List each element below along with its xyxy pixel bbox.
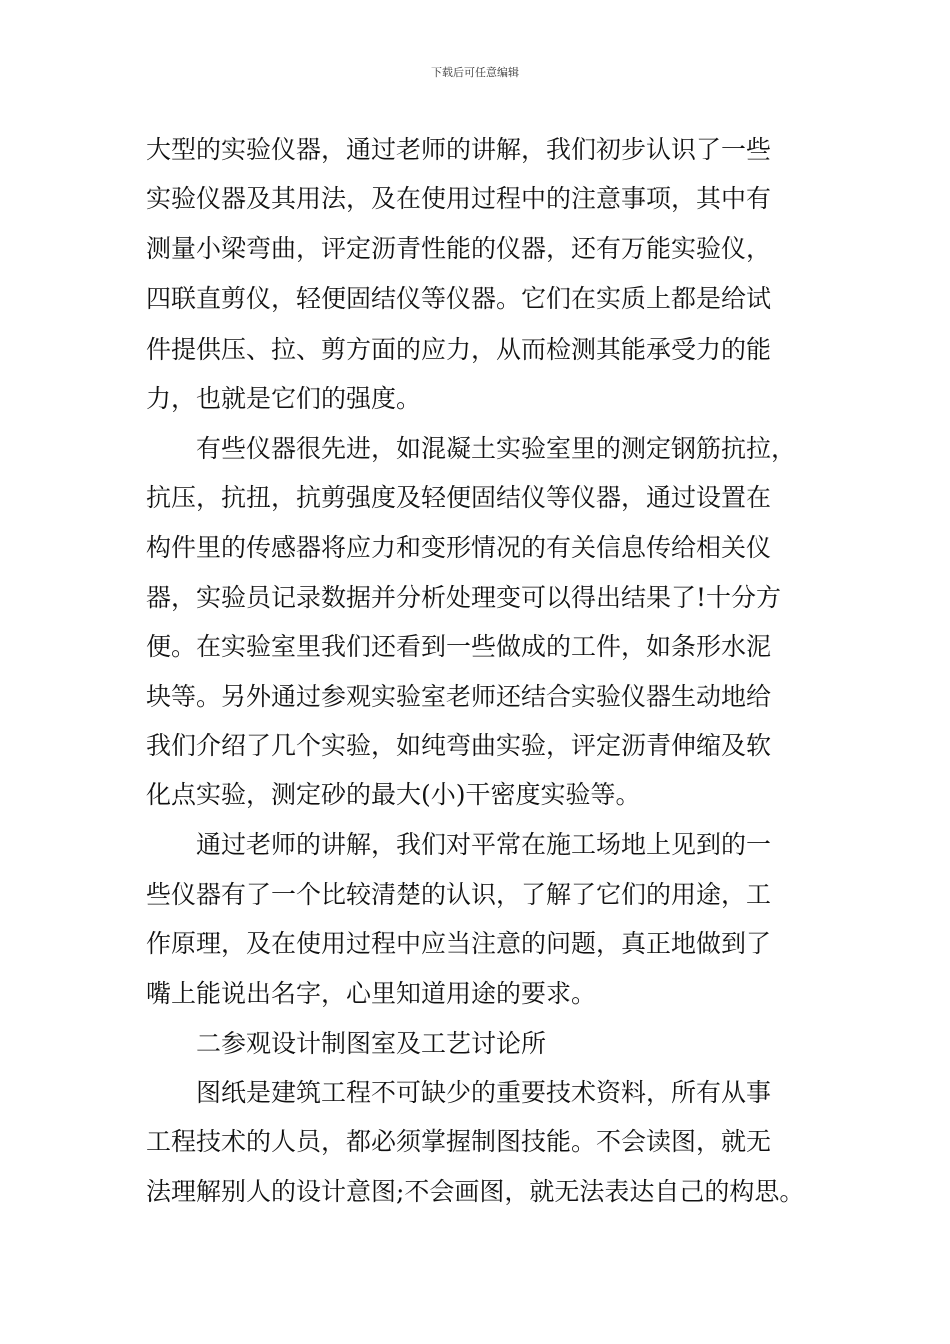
- page-header-note: 下载后可任意编辑: [431, 66, 519, 79]
- text-line: 工程技术的人员，都必须掌握制图技能。不会读图，就无: [146, 1127, 772, 1156]
- text-line: 嘴上能说出名字，心里知道用途的要求。: [146, 979, 597, 1008]
- text-line: 便。在实验室里我们还看到一些做成的工件，如条形水泥: [146, 632, 772, 661]
- text-line: 通过老师的讲解，我们对平常在施工场地上见到的一: [196, 830, 772, 859]
- text-line: 力，也就是它们的强度。: [146, 384, 422, 413]
- text-line: 法理解别人的设计意图;不会画图，就无法表达自己的构思。: [146, 1177, 805, 1206]
- text-line: 大型的实验仪器，通过老师的讲解，我们初步认识了一些: [146, 135, 772, 164]
- text-line: 件提供压、拉、剪方面的应力，从而检测其能承受力的能: [146, 335, 772, 364]
- text-line: 些仪器有了一个比较清楚的认识，了解了它们的用途，工: [146, 880, 772, 909]
- section-heading: 二参观设计制图室及工艺讨论所: [196, 1029, 547, 1058]
- text-line: 化点实验，测定砂的最大(小)干密度实验等。: [146, 780, 641, 809]
- text-line: 抗压，抗扭，抗剪强度及轻便固结仪等仪器，通过设置在: [146, 483, 772, 512]
- text-line: 器，实验员记录数据并分析处理变可以得出结果了!十分方: [146, 583, 782, 612]
- text-line: 构件里的传感器将应力和变形情况的有关信息传给相关仪: [146, 533, 772, 562]
- text-line: 有些仪器很先进，如混凝土实验室里的测定钢筋抗拉，: [196, 434, 797, 463]
- text-line: 作原理，及在使用过程中应当注意的问题，真正地做到了: [146, 929, 772, 958]
- text-line: 实验仪器及其用法，及在使用过程中的注意事项，其中有: [146, 184, 772, 213]
- text-line: 四联直剪仪，轻便固结仪等仪器。它们在实质上都是给试: [146, 284, 772, 313]
- text-line: 块等。另外通过参观实验室老师还结合实验仪器生动地给: [146, 682, 772, 711]
- text-line: 图纸是建筑工程不可缺少的重要技术资料，所有从事: [196, 1078, 772, 1107]
- text-line: 测量小梁弯曲，评定沥青性能的仪器，还有万能实验仪，: [146, 234, 772, 263]
- text-line: 我们介绍了几个实验，如纯弯曲实验，评定沥青伸缩及软: [146, 731, 772, 760]
